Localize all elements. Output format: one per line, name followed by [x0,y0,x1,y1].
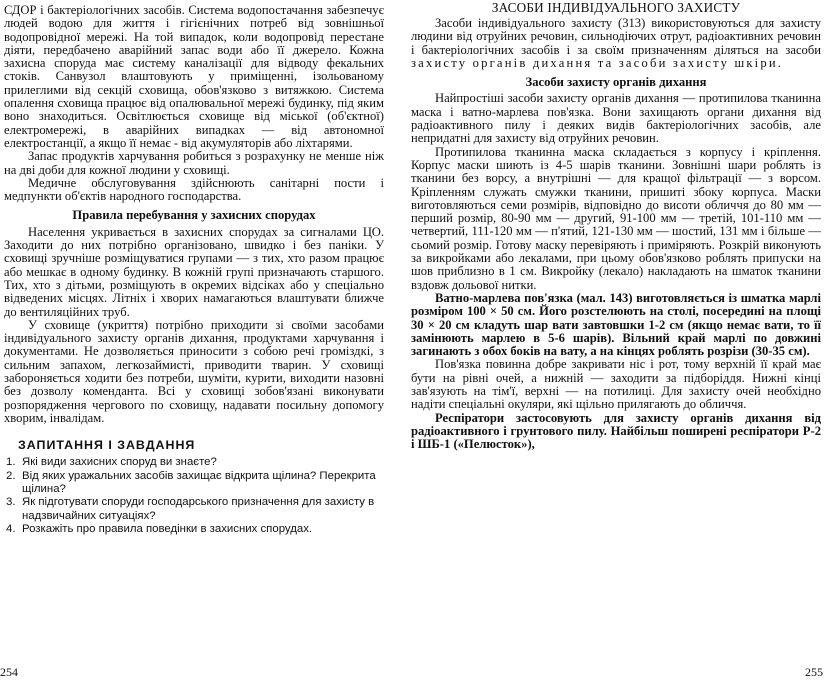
chapter-title: ЗАСОБИ ІНДИВІДУАЛЬНОГО ЗАХИСТУ [491,0,741,15]
paragraph: Пов'язка повинна добре закривати ніс і рот, тому верхній її край має бути на рівні очей, а нижній — заходити за підборіддя. Нижні кінці зав'язують на тім'ї, верхні — на потилиці. Для захисту очей необхідно надіти спеціальні окуляри, які щільно прилягають до обличчя. [411,357,821,412]
list-item [4,470,384,497]
intro-paragraph [411,17,821,70]
questions-heading: ЗАПИТАННЯ І ЗАВДАННЯ [18,438,196,453]
section-heading: Правила перебування у захисних спорудах [72,208,316,223]
question-number: 4. [6,523,16,536]
section-heading: Засоби захисту органів дихання [525,75,707,90]
bold-paragraph: Респіратори застосовують для захисту органів дихання від радіоактивного і грунтового пилу. Найбільш поширені респіратори Р-2 і ШБ-1 («Пелюсток»), [411,410,821,452]
paragraph: Протипилова тканинна маска складається з корпусу і кріплення. Корпус маски шиють із 4-5 шарів тканини. Зовнішні шари роблять із тканини без ворсу, а внутрішні — для кращої фільтрації — з ворсом. Кріпленням служать смужки тканини, пришиті збоку корпуса. Маски виготовляються семи розмірів, відповідно до висоти обличчя до 80 мм — перший розмір, 80-90 мм — другий, 91-100 мм — третій, 101-110 мм — четвертий, 111-120 мм — п'ятий, 121-130 мм — шостий, 131 мм і більше — сьомий розмір. Готову маску перевіряють і приміряють. Розкрій виконують за викройками або лекалами, при цьому обов'язково роблять припуски на шов приблизно в 1 см. Викройку (лекало) накладають на шматок тканини вздовж дольової нитки. [411,144,821,292]
question-number: 3. [6,496,16,509]
right-page [409,0,827,682]
question-text: Які види захисних споруд ви знаєте? [22,456,217,469]
list-item [4,523,384,536]
question-text: Від яких уражальних засобів захищає відкрита щілина? Перекрита щілина? [22,469,376,496]
question-text: Як підготувати споруди господарського призначення для захисту в надзвичайних ситуаціях? [22,496,375,522]
left-page [0,0,390,682]
list-item [4,496,384,523]
question-text: Розкажіть про правила поведінки в захисних спорудах. [22,523,313,536]
questions-list [4,456,384,536]
paragraph: СДОР і бактеріологічних засобів. Система водопостачання забезпечує людей водою для життя і гігієнічних потреб від зовнішньої водопровідної мережі. На той випадок, коли водопровід перестане діяти, передбачено аварійний запас води або її джерело. Кожна захисна споруда має систему каналізації для відводу фекальних стоків. Санвузол влаштовують у приміщенні, ізольованому прилеглими від секцій сховища, обов'язково з витяжкою. Система опалення сховища працює від опалювальної мережі будинку, під яким воно знаходиться. Освітлюється сховище від міської (об'єктної) електромережі, в аварійних випадках — від автономної електростанції, а якщо її немає - від акумуляторів або ліхтарями. [4,3,384,150]
page-number: 254 [0,665,18,679]
paragraph: Запас продуктів харчування робиться з розрахунку не менше ніж на дві доби для кожної людини у сховищі. [4,149,384,177]
intro-text: Засоби індивідуального захисту (313) використовуються для захисту людини від отруйних речовин, сильнодіючих отрут, радіоактивних речовин і бактеріологічних засобів і за своїм призначенням діляться на засоби [411,16,821,57]
question-number: 2. [6,469,16,482]
paragraph: Найпростіші засоби захисту органів дихання — протипилова тканинна маска і ватно-марлева пов'язка. Вони захищають органи дихання від радіоактивного пилу і деяких видів бактеріологічних засобів, але непридатні для захисту від отруйних речовин. [411,91,821,146]
intro-spaced-text: захисту органів дихання та засоби захисту шкіри. [411,55,784,70]
bold-paragraph: Ватно-марлева пов'язка (мал. 143) виготовляється із шматка марлі розміром 100 × 50 см. Його розстелюють на столі, посередині на площі 30 × 20 см кладуть шар вати завтовшки 1-2 см (якщо немає вати, то її замінюють марлею в 5-6 шарів). Вільний край марлі по довжині загинають з обох боків на вату, а на кінцях роблять розрізи (30-35 см). [411,290,821,359]
paragraph: Населення укривається в захисних спорудах за сигналами ЦО. Заходити до них потрібно організовано, швидко і без паніки. У сховищі зручніше розміщуватися групами — з тих, хто разом працює або мешкає в одному будинку. В кожній групі призначають старшого. Тих, хто з дітьми, розміщують в окремих відсіках або у спеціально відведених місцях. Літніх і хворих намагаються влаштувати ближче до вентиляційних труб. [4,224,384,319]
paragraph: Медичне обслуговування здійснюють санітарні пости і медпункти об'єктів народного господарства. [4,175,384,204]
paragraph: У сховище (укриття) потрібно приходити зі своїми засобами індивідуального захисту органів дихання, продуктами харчування і документами. Не дозволяється приносити з собою речі громіздкі, з сильним запахом, легкозаймисті, приводити тварин. У сховищі забороняється ходити без потреби, шуміти, курити, виходити назовні без дозволу коменданта. Всі у сховищі зобов'язані виконувати розпорядження чергового по сховищу, надавати посильну допомогу хворим, інвалідам. [4,317,384,425]
question-number: 1. [6,456,16,469]
page-number: 255 [805,665,823,679]
list-item [4,456,384,469]
